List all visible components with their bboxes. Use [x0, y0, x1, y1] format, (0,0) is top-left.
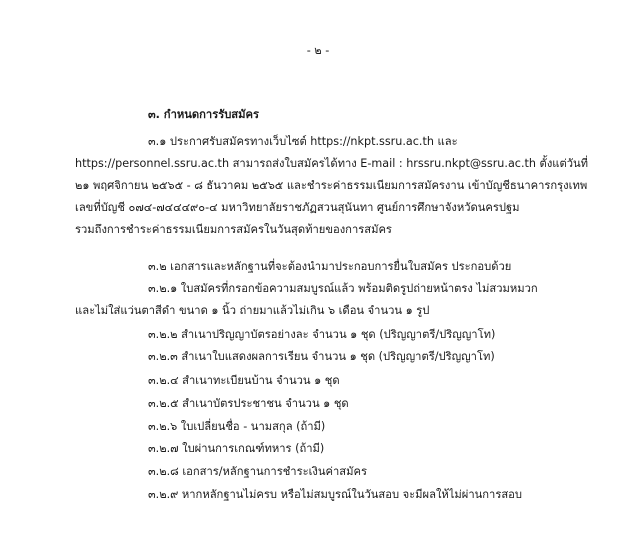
list-item-3-2-3: ๓.๒.๓ สำเนาใบแสดงผลการเรียน จำนวน ๑ ชุด (ปริญญาตรี/ปริญญาโท) — [148, 350, 495, 363]
list-item-3-2-7: ๓.๒.๗ ใบผ่านการเกณฑ์ทหาร (ถ้ามี) — [148, 442, 325, 455]
item-3-2-1-line-1: ๓.๒.๑ ใบสมัครที่กรอกข้อความสมบูรณ์แล้ว พร้อมติดรูปถ่ายหน้าตรง ไม่สวมหมวก — [148, 282, 538, 295]
page-number: - ๒ - — [306, 44, 330, 57]
list-item-3-2-8: ๓.๒.๘ เอกสาร/หลักฐานการชำระเงินค่าสมัคร — [148, 465, 367, 478]
para-3-1-line-2: https://personnel.ssru.ac.th สามารถส่งใบสมัครได้ทาง E-mail : hrssru.nkpt@ssru.ac.th ตั้งแต่วันที่ — [75, 157, 589, 170]
list-item-3-2-6: ๓.๒.๖ ใบเปลี่ยนชื่อ - นามสกุล (ถ้ามี) — [148, 420, 326, 433]
item-3-2-1-line-2: และไม่ใส่แว่นตาสีดำ ขนาด ๑ นิ้ว ถ่ายมาแล้วไม่เกิน ๖ เดือน จำนวน ๑ รูป — [75, 304, 430, 317]
list-item-3-2-4: ๓.๒.๔ สำเนาทะเบียนบ้าน จำนวน ๑ ชุด — [148, 374, 340, 387]
para-3-1-line-4: เลขที่บัญชี ๐๗๔-๗๔๔๔๙๐-๔ มหาวิทยาลัยราชภัฏสวนสุนันทา ศูนย์การศึกษาจังหวัดนครปฐม — [75, 201, 520, 214]
list-item-3-2-9: ๓.๒.๙ หากหลักฐานไม่ครบ หรือไม่สมบูรณ์ในวันสอบ จะมีผลให้ไม่ผ่านการสอบ — [148, 488, 523, 501]
para-3-1-line-3: ๒๑ พฤศจิกายน ๒๕๖๕ - ๘ ธันวาคม ๒๕๖๕ และชำระค่าธรรมเนียมการสมัครงาน เข้าบัญชีธนาคารกรุงเทพ — [75, 179, 588, 192]
para-3-2-intro: ๓.๒ เอกสารและหลักฐานที่จะต้องนำมาประกอบการยื่นใบสมัคร ประกอบด้วย — [148, 260, 512, 273]
para-3-1-line-5: รวมถึงการชำระค่าธรรมเนียมการสมัครในวันสุดท้ายของการสมัคร — [75, 223, 392, 236]
para-3-1-line-1: ๓.๑ ประกาศรับสมัครทางเว็บไซต์ https://nkpt.ssru.ac.th และ — [148, 135, 458, 148]
section-heading: ๓. กำหนดการรับสมัคร — [148, 108, 260, 121]
list-item-3-2-2: ๓.๒.๒ สำเนาปริญญาบัตรอย่างละ จำนวน ๑ ชุด (ปริญญาตรี/ปริญญาโท) — [148, 328, 496, 341]
list-item-3-2-5: ๓.๒.๕ สำเนาบัตรประชาชน จำนวน ๑ ชุด — [148, 397, 349, 410]
